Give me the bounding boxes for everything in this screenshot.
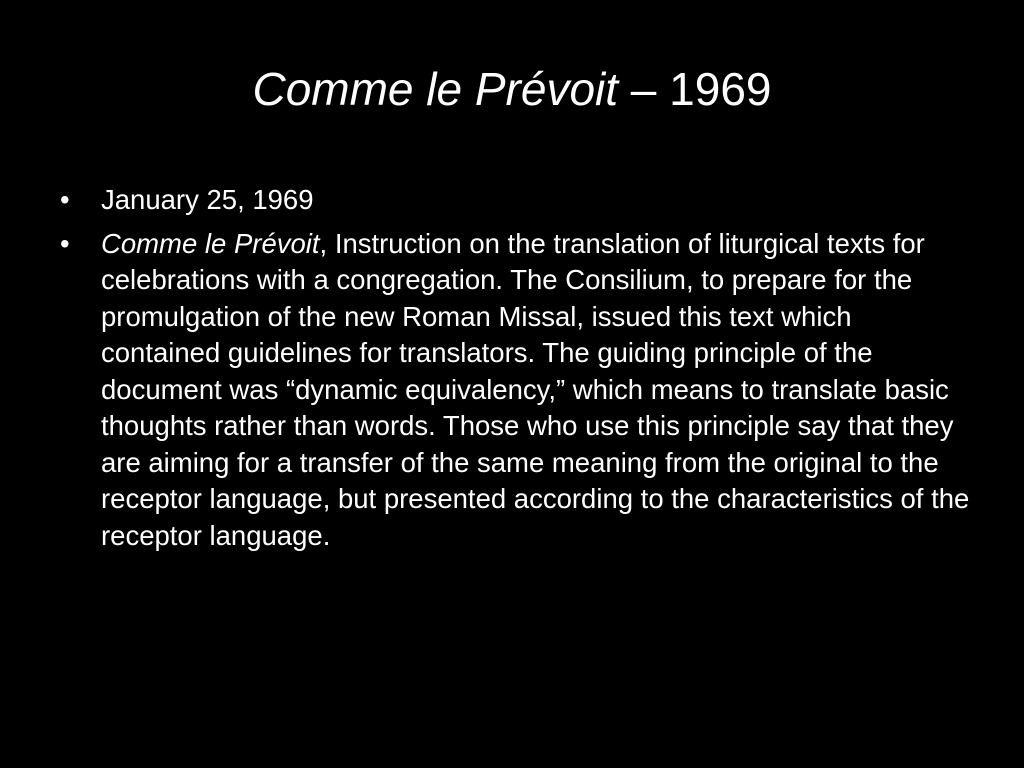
bullet-text: , Instruction on the translation of liturgical texts for celebrations with a congregation. The Consilium, to prepare for the promulgation of the new Roman Missal, issued this text which contained guidelines for translators. The guiding principle of the document was “dynamic equivalency,” which means to translate basic thoughts rather than words. Those who use this principle say that they are aiming for a transfer of the same meaning from the original to the receptor language, but presented according to the characteristics of the receptor language.: [101, 227, 970, 551]
slide-title: [0, 64, 1024, 115]
bullet-list: [58, 182, 973, 561]
slide-title-year: – 1969: [618, 63, 772, 115]
slide-title-italic: Comme le Prévoit: [252, 63, 619, 115]
bullet-marker: •: [60, 227, 70, 259]
bullet-italic-title: Comme le Prévoit: [101, 227, 320, 259]
bullet-marker: •: [60, 184, 70, 215]
bullet-text: January 25, 1969: [101, 184, 314, 215]
bullet-item-date: [58, 182, 973, 219]
bullet-item-description: [58, 226, 973, 555]
